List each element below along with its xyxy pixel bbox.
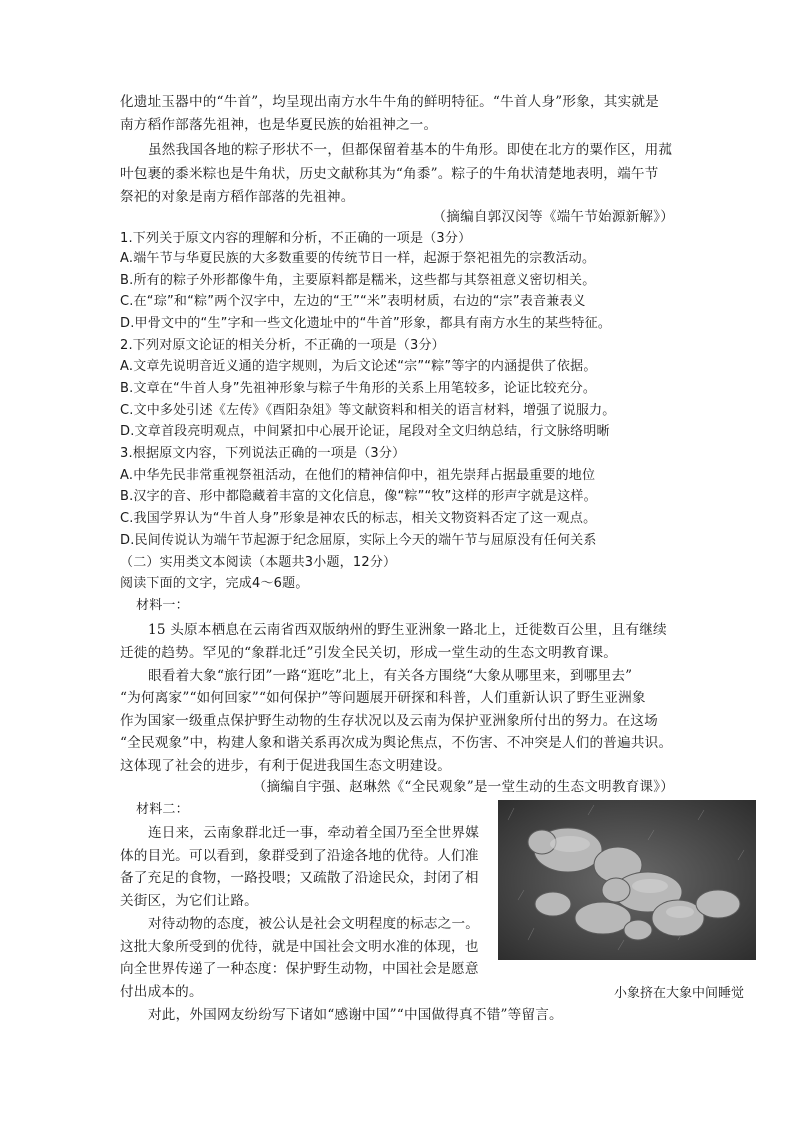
- text-line: 15 头原本栖息在云南省西双版纳州的野生亚洲象一路北上，迁徙数百公里，且有继续: [148, 622, 667, 638]
- text-line: 祭祀的对象是南方稻作部落的先祖神。: [120, 189, 355, 205]
- text-line: 关街区，为它们让路。: [120, 893, 258, 909]
- text-line: 付出成本的。: [120, 984, 203, 1000]
- section-heading: （二）实用类文本阅读（本题共3小题，12分）: [120, 555, 397, 570]
- source-citation: （摘编自郭汉闵等《端午节始源新解》）: [432, 209, 674, 225]
- text-line: 对此，外国网友纷纷写下诸如“感谢中国”“中国做得真不错”等留言。: [148, 1007, 563, 1023]
- option-1b: B.所有的粽子外形都像牛角，主要原料都是糯米，这些都与其祭祖意义密切相关。: [120, 273, 596, 288]
- question-2: 2.下列对原文论证的相关分析，不正确的一项是（3分）: [120, 338, 445, 353]
- option-1a: A.端午节与华夏民族的大多数重要的传统节日一样，起源于祭祀祖先的宗教活动。: [120, 251, 596, 266]
- text-line: 连日来，云南象群北迁一事，牵动着全国乃至全世界媒: [148, 825, 480, 841]
- text-line: 对待动物的态度，被公认是社会文明程度的标志之一。: [148, 916, 480, 932]
- text-line: 备了充足的食物，一路投喂；又疏散了沿途民众，封闭了相: [120, 870, 479, 886]
- option-1d: D.甲骨文中的“生”字和一些文化遗址中的“牛首”形象，都具有南方水生的某些特征。: [120, 316, 612, 331]
- text-line: 眼看着大象“旅行团”一路“逛吃”北上，有关各方围绕“大象从哪里来，到哪里去”: [148, 668, 633, 684]
- option-3a: A.中华先民非常重视祭祖活动，在他们的精神信仰中，祖先崇拜占据最重要的地位: [120, 468, 596, 483]
- text-line: 体的目光。可以看到，象群受到了沿途各地的优待。人们准: [120, 848, 479, 864]
- text-line: 迁徙的趋势。罕见的“象群北迁”引发全民关切，形成一堂生动的生态文明教育课。: [120, 645, 618, 661]
- question-3: 3.根据原文内容，下列说法正确的一项是（3分）: [120, 446, 406, 461]
- option-3b: B.汉字的音、形中都隐藏着丰富的文化信息，像“粽”“牧”这样的形声字就是这样。: [120, 489, 597, 504]
- option-2b: B.文章在“牛首人身”先祖神形象与粽子牛角形的关系上用笔较多，论证比较充分。: [120, 381, 597, 396]
- text-line: 向全世界传递了一种态度：保护野生动物，中国社会是愿意: [120, 961, 479, 977]
- text-line: 南方稻作部落先祖神，也是华夏民族的始祖神之一。: [120, 117, 438, 133]
- text-line: 虽然我国各地的粽子形状不一，但都保留着基本的牛角形。即使在北方的粟作区，用菰: [148, 142, 673, 158]
- text-line: 作为国家一级重点保护野生动物的生存状况以及云南为保护亚洲象所付出的努力。在这场: [120, 713, 658, 729]
- option-2c: C.文中多处引述《左传》《酉阳杂俎》等文献资料和相关的语言材料，增强了说服力。: [120, 403, 616, 418]
- material-1-label: 材料一：: [136, 598, 189, 613]
- option-2d: D.文章首段亮明观点，中间紧扣中心展开论证，尾段对全文归纳总结，行文脉络明晰: [120, 424, 610, 439]
- material-2-label: 材料二：: [136, 802, 189, 817]
- option-1c: C.在“琮”和“粽”两个汉字中，左边的“王”“米”表明材质，右边的“宗”表音兼表义: [120, 294, 586, 309]
- option-3d: D.民间传说认为端午节起源于纪念屈原，实际上今天的端午节与屈原没有任何关系: [120, 533, 597, 548]
- text-line: “全民观象”中，构建人象和谐关系再次成为舆论焦点，不伤害、不冲突是人们的普遍共识。: [120, 735, 673, 751]
- text-line: 化遗址玉器中的“牛首”，均呈现出南方水牛牛角的鲜明特征。“牛首人身”形象，其实就是: [120, 94, 659, 110]
- photo-caption: 小象挤在大象中间睡觉: [614, 986, 745, 1001]
- instruction: 阅读下面的文字，完成4～6题。: [120, 576, 309, 591]
- option-2a: A.文章先说明音近义通的造字规则，为后文论述“宗”“粽”等字的内涵提供了依据。: [120, 359, 597, 374]
- question-1: 1.下列关于原文内容的理解和分析，不正确的一项是（3分）: [120, 231, 472, 246]
- text-line: “为何离家”“如何回家”“如何保护”等问题展开研探和科普，人们重新认识了野生亚洲象: [120, 690, 646, 706]
- elephant-photo: [498, 800, 756, 960]
- option-3c: C.我国学界认为“牛首人身”形象是神农氏的标志，相关文物资料否定了这一观点。: [120, 511, 597, 526]
- source-citation: （摘编自宇强、赵琳然《“全民观象”是一堂生动的生态文明教育课》）: [252, 779, 674, 795]
- text-line: 叶包裹的黍米粽也是牛角状，历史文献称其为“角黍”。粽子的牛角状清楚地表明，端午节: [120, 166, 659, 182]
- text-line: 这体现了社会的进步，有利于促进我国生态文明建设。: [120, 758, 452, 774]
- text-line: 这批大象所受到的优待，就是中国社会文明水准的体现，也: [120, 939, 479, 955]
